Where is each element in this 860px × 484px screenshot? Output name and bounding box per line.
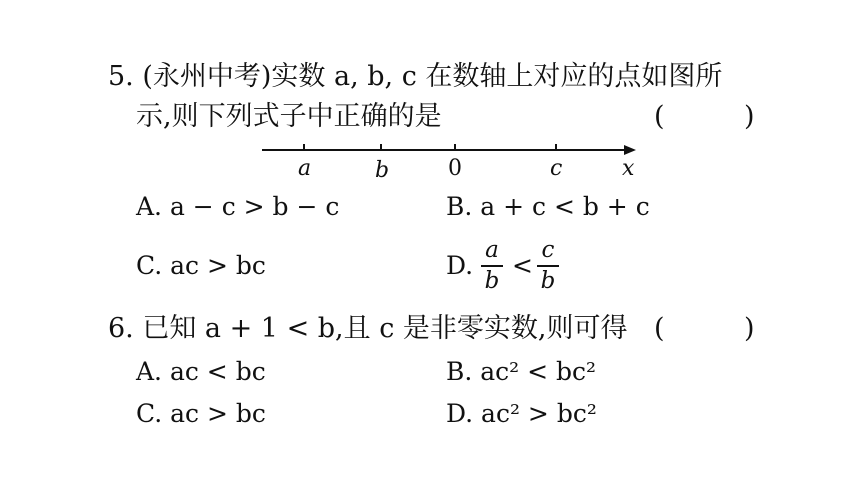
q6-option-d: D. ac² > bc² — [446, 399, 597, 428]
q6-answer-paren-open: ( — [654, 313, 665, 344]
q5-option-d-frac2-numerator: c — [541, 237, 555, 263]
q6-option-b: B. ac² < bc² — [446, 357, 597, 386]
q5-option-a: A. a − c > b − c — [136, 192, 340, 221]
q6-stem: 6. 已知 a + 1 < b,且 c 是非零实数,则可得 — [108, 313, 628, 344]
axis-label-x: x — [622, 156, 635, 181]
q5-answer-paren-open: ( — [654, 101, 665, 132]
q5-option-d-frac1-numerator: a — [485, 237, 499, 263]
axis-label-zero: 0 — [448, 156, 462, 181]
q5-option-d-frac2-bar — [537, 265, 559, 267]
q5-stem-line2: 示,则下列式子中正确的是 — [136, 101, 442, 132]
q5-option-d-frac1-bar — [481, 265, 503, 267]
q5-option-d-frac2-denominator: b — [540, 268, 556, 294]
q5-option-c: C. ac > bc — [136, 251, 266, 280]
q5-answer-paren-close: ) — [744, 101, 755, 132]
axis-label-b: b — [375, 158, 390, 183]
q6-answer-paren-close: ) — [744, 313, 755, 344]
q5-stem-line1: 5. (永州中考)实数 a, b, c 在数轴上对应的点如图所 — [108, 61, 723, 92]
q5-option-d-label: D. — [446, 251, 474, 280]
q5-option-b: B. a + c < b + c — [446, 192, 650, 221]
q5-option-d-operator: < — [512, 251, 533, 280]
q6-option-a: A. ac < bc — [136, 357, 266, 386]
q5-option-d-frac1-denominator: b — [484, 268, 500, 294]
q6-option-c: C. ac > bc — [136, 399, 266, 428]
axis-label-c: c — [550, 156, 563, 181]
axis-label-a: a — [298, 156, 312, 181]
